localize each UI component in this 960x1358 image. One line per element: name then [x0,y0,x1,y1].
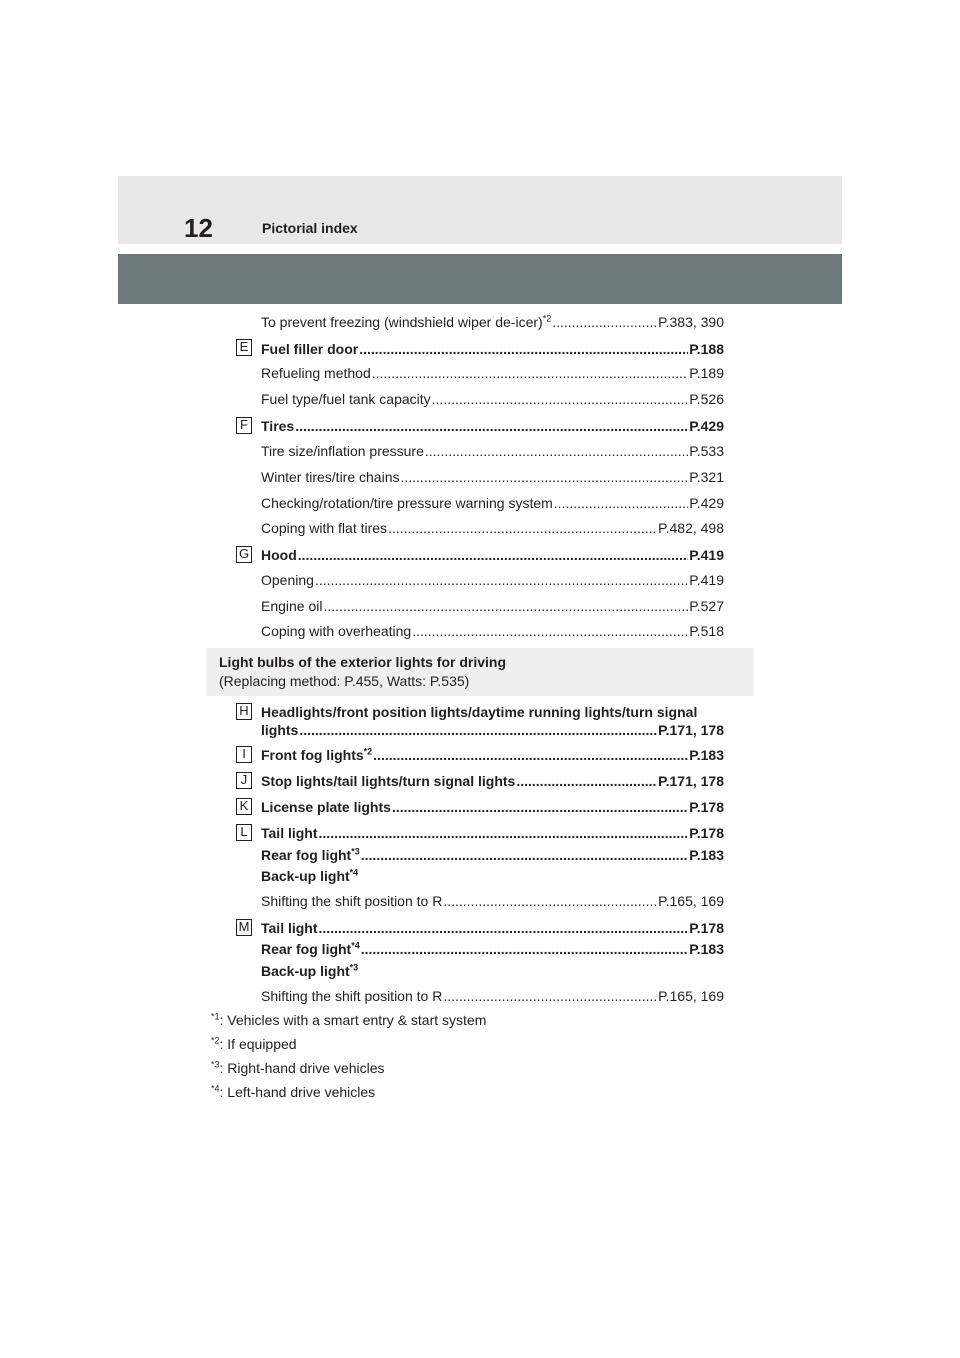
index-entry-tail-light-l[interactable]: Tail light ..... P.178 [261,824,724,842]
index-entry-tires[interactable]: Tires ..... P.429 [261,417,724,435]
index-entry-tire-size[interactable]: Tire size/inflation pressure ..... P.533 [261,442,724,460]
index-entry-shifting-r-m[interactable]: Shifting the shift position to R ..... P.165, 169 [261,987,724,1005]
light-bulbs-subheading: (Replacing method: P.455, Watts: P.535) [219,673,470,689]
index-entry-headlights[interactable]: Headlights/front position lights/daytime running lights/turn signal lights ..... P.171, 178 [261,703,724,739]
page-ref[interactable]: P.419 [689,547,724,563]
index-entry-backup-light-m: Back-up light$^{*3}$ [261,962,359,979]
index-entry-flat-tires[interactable]: Coping with flat tires ..... P.482, 498 [261,519,724,537]
index-entry-front-fog-lights[interactable]: Front fog lights$^{*2}$ ..... P.183 [261,746,724,764]
marker-k: K [236,798,252,815]
page-ref[interactable]: P.533 [689,443,724,459]
footnote-2: $^{*2}$: If equipped [211,1035,297,1052]
page-ref[interactable]: P.178 [689,799,724,815]
index-entry-refueling-method[interactable]: Refueling method ..... P.189 [261,364,724,382]
index-entry-license-plate-lights[interactable]: License plate lights ..... P.178 [261,798,724,816]
marker-e: E [236,339,252,356]
index-entry-stop-tail-lights[interactable]: Stop lights/tail lights/turn signal lights ..... P.171, 178 [261,772,724,790]
marker-f: F [236,417,252,434]
marker-l: L [236,824,252,841]
footnote-3: $^{*3}$: Right-hand drive vehicles [211,1059,385,1076]
page-number: 12 [184,213,213,243]
index-entry-fuel-type[interactable]: Fuel type/fuel tank capacity ..... P.526 [261,390,724,408]
index-entry-rear-fog-light-m[interactable]: Rear fog light$^{*4}$ ..... P.183 [261,940,724,958]
footnote-1: $^{*1}$: Vehicles with a smart entry & start system [211,1011,487,1028]
section-title: Pictorial index [262,220,358,236]
index-entry-shifting-r-l[interactable]: Shifting the shift position to R ..... P.165, 169 [261,892,724,910]
index-entry-fuel-filler-door[interactable]: Fuel filler door ..... P.188 [261,340,724,358]
page-ref[interactable]: P.171, 178 [658,722,724,738]
page-ref[interactable]: P.419 [689,572,724,588]
index-entry-engine-oil[interactable]: Engine oil ..... P.527 [261,597,724,615]
index-entry-windshield-deicer[interactable]: To prevent freezing (windshield wiper de-icer)$^{*2}$ ..... P.383, 390 [261,313,724,331]
index-entry-backup-light-l: Back-up light$^{*4}$ [261,867,359,884]
page-ref[interactable]: P.183 [689,747,724,763]
marker-i: I [236,746,252,763]
page-ref[interactable]: P.183 [689,847,724,863]
page-ref[interactable]: P.518 [689,623,724,639]
page-ref[interactable]: P.526 [689,391,724,407]
header-divider-bar [118,254,842,304]
page-ref[interactable]: P.527 [689,598,724,614]
index-entry-opening[interactable]: Opening ..... P.419 [261,571,724,589]
page-ref[interactable]: P.189 [689,365,724,381]
marker-g: G [236,546,252,563]
light-bulbs-heading: Light bulbs of the exterior lights for driving [219,654,506,670]
page-ref[interactable]: P.188 [689,341,724,357]
index-entry-hood[interactable]: Hood ..... P.419 [261,546,724,564]
index-entry-rear-fog-light-l[interactable]: Rear fog light$^{*3}$ ..... P.183 [261,846,724,864]
marker-m: M [236,919,252,936]
header-band [118,176,842,244]
page-ref[interactable]: P.321 [689,469,724,485]
page-ref[interactable]: P.178 [689,920,724,936]
index-entry-overheating[interactable]: Coping with overheating ..... P.518 [261,622,724,640]
marker-h: H [236,703,252,720]
footnote-4: $^{*4}$: Left-hand drive vehicles [211,1083,376,1100]
index-entry-checking-rotation[interactable]: Checking/rotation/tire pressure warning system ..... P.429 [261,494,724,512]
page-ref[interactable]: P.183 [689,941,724,957]
page-ref[interactable]: P.165, 169 [658,988,724,1004]
page-ref[interactable]: P.383, 390 [658,314,724,330]
marker-j: J [236,772,252,789]
index-entry-tail-light-m[interactable]: Tail light ..... P.178 [261,919,724,937]
page-ref[interactable]: P.178 [689,825,724,841]
page-ref[interactable]: P.165, 169 [658,893,724,909]
page-ref[interactable]: P.482, 498 [658,520,724,536]
page-ref[interactable]: P.429 [689,495,724,511]
page-ref[interactable]: P.171, 178 [658,773,724,789]
index-entry-winter-tires[interactable]: Winter tires/tire chains ..... P.321 [261,468,724,486]
page-ref[interactable]: P.429 [689,418,724,434]
